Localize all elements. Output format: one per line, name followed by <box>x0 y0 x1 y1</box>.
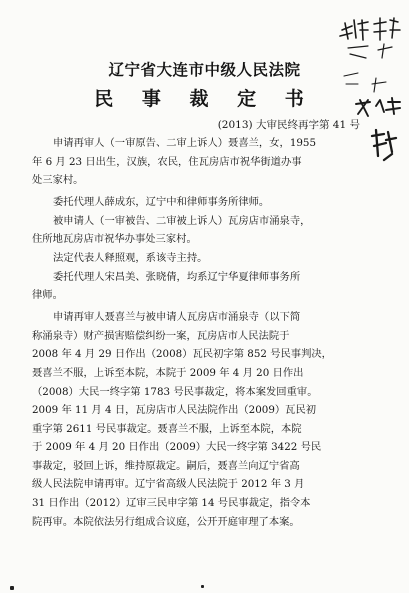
body-line: 申请再审人（一审原告、二审上诉人）聂喜兰，女，1955 <box>53 137 317 149</box>
body-line: 年 6 月 23 日出生，汉族，农民，住瓦房店市祝华街道办事 <box>32 155 302 168</box>
case-number: (2013) 大审民终再字第 41 号 <box>217 119 360 131</box>
page-dot-mark <box>201 585 204 588</box>
body-line: 律师。 <box>32 289 63 302</box>
binding-mark <box>10 586 14 590</box>
body-line: 委托代理人薛成东，辽宁中和律师事务所律师。 <box>53 196 270 209</box>
body-line: 法定代表人释照观，系该寺主持。 <box>53 251 208 264</box>
body-line: 称涌泉寺）财产损害赔偿纠纷一案，瓦房店市人民法院于 <box>32 329 290 342</box>
body-line: 级人民法院申请再审。辽宁省高级人民法院于 2012 年 3 月 <box>32 478 305 491</box>
body-line: 处三家村。 <box>32 174 84 187</box>
ruling-body <box>32 134 368 531</box>
body-line: 聂喜兰不服，上诉至本院，本院于 2009 年 4 月 20 日作出 <box>32 366 304 379</box>
body-line: （2008）大民一终字第 1783 号民事裁定，将本案发回重审。 <box>32 385 318 398</box>
body-line: 重字第 2611 号民事裁定。聂喜兰不服，上诉至本院，本院 <box>32 422 302 435</box>
body-line: 申请再审人聂喜兰与被申请人瓦房店市涌泉寺（以下简 <box>53 311 301 324</box>
body-line: 委托代理人宋昌美、张晓倩，均系辽宁华夏律师事务所 <box>53 270 301 283</box>
body-line: 31 日作出（2012）辽审三民申字第 14 号民事裁定，指令本 <box>32 497 311 510</box>
court-name: 辽宁省大连市中级人民法院 <box>108 60 301 79</box>
body-line: 住所地瓦房店市祝华办事处三家村。 <box>32 233 197 246</box>
body-line: 2009 年 11 月 4 日，瓦房店市人民法院作出（2009）瓦民初 <box>32 404 317 417</box>
body-line: 2008 年 4 月 29 日作出（2008）瓦民初字第 852 号民事判决， <box>32 348 332 361</box>
body-line: 于 2009 年 4 月 20 日作出（2009）大民一终字第 3422 号民 <box>32 441 322 454</box>
body-line: 事裁定，驳回上诉，维持原裁定。嗣后，聂喜兰向辽宁省高 <box>32 459 300 472</box>
body-line: 院再审。本院依法另行组成合议庭，公开开庭审理了本案。 <box>32 515 300 528</box>
document-title: 民 事 裁 定 书 <box>94 88 315 110</box>
body-line: 被申请人（一审被告、二审被上诉人）瓦房店市涌泉寺， <box>53 214 311 227</box>
